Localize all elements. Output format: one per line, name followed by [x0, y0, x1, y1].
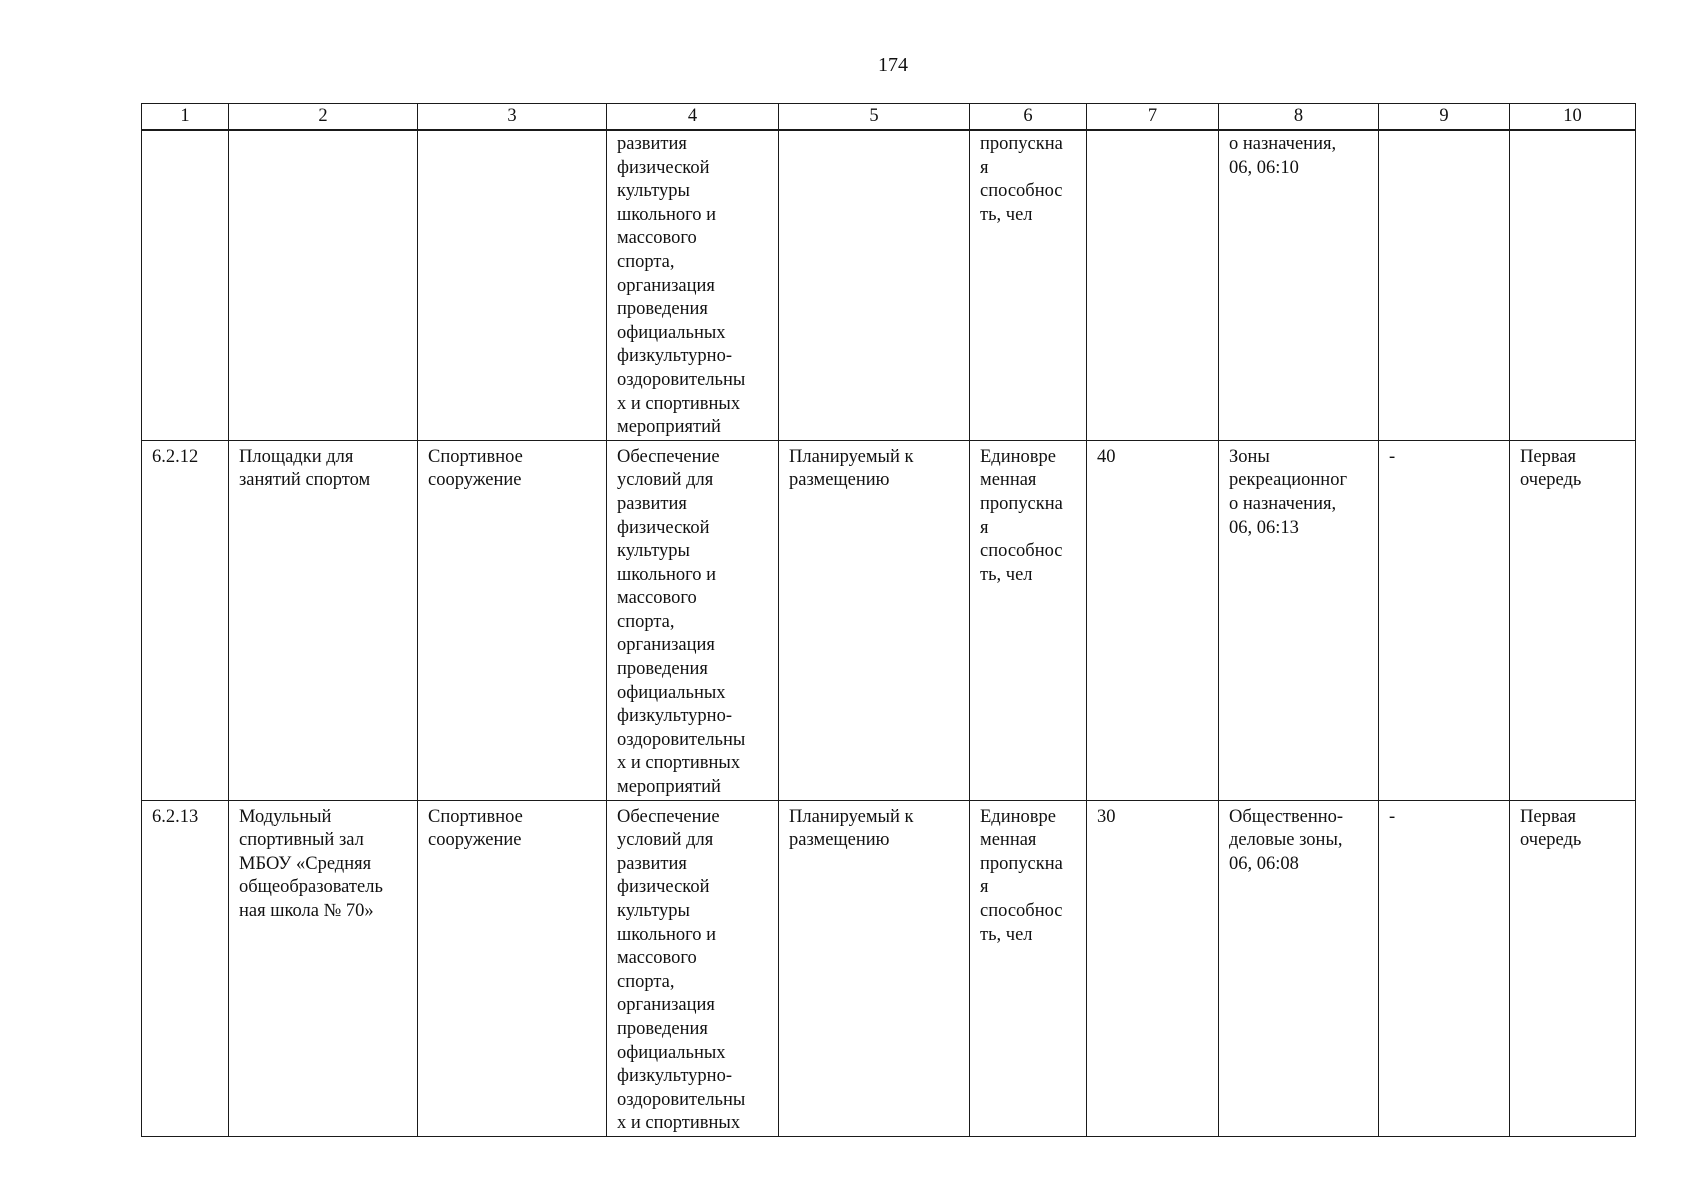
cell-col9: - [1379, 440, 1510, 800]
cell-capacity-label: пропускна я способнос ть, чел [970, 130, 1087, 440]
cell-status: Планируемый к размещению [779, 800, 970, 1136]
cell-purpose: развития физической культуры школьного и массового спорта, организация проведения официальных физкультурно- оздоровительны х и спортивных мероприятий [607, 130, 779, 440]
cell-name [229, 130, 418, 440]
column-header-5: 5 [779, 104, 970, 131]
column-header-2: 2 [229, 104, 418, 131]
cell-purpose: Обеспечение условий для развития физической культуры школьного и массового спорта, организация проведения официальных физкультурно- оздоровительны х и спортивных [607, 800, 779, 1136]
column-header-1: 1 [142, 104, 229, 131]
cell-name: Модульный спортивный зал МБОУ «Средняя общеобразователь ная школа № 70» [229, 800, 418, 1136]
cell-zone: о назначения, 06, 06:10 [1219, 130, 1379, 440]
cell-type: Спортивное сооружение [418, 800, 607, 1136]
column-header-10: 10 [1510, 104, 1636, 131]
cell-col9: - [1379, 800, 1510, 1136]
table-row [142, 800, 1636, 1136]
column-header-7: 7 [1087, 104, 1219, 131]
table-row [142, 130, 1636, 440]
column-header-9: 9 [1379, 104, 1510, 131]
table-row [142, 440, 1636, 800]
cell-number: 6.2.13 [142, 800, 229, 1136]
cell-capacity-value: 40 [1087, 440, 1219, 800]
cell-type: Спортивное сооружение [418, 440, 607, 800]
cell-capacity-label: Единовре менная пропускна я способнос ть, чел [970, 800, 1087, 1136]
column-header-6: 6 [970, 104, 1087, 131]
cell-stage: Первая очередь [1510, 800, 1636, 1136]
column-header-3: 3 [418, 104, 607, 131]
cell-number [142, 130, 229, 440]
cell-type [418, 130, 607, 440]
cell-capacity-label: Единовре менная пропускна я способнос ть, чел [970, 440, 1087, 800]
cell-capacity-value [1087, 130, 1219, 440]
cell-stage: Первая очередь [1510, 440, 1636, 800]
data-table [141, 103, 1636, 1137]
cell-status: Планируемый к размещению [779, 440, 970, 800]
cell-zone: Зоны рекреационног о назначения, 06, 06:13 [1219, 440, 1379, 800]
cell-number: 6.2.12 [142, 440, 229, 800]
cell-name: Площадки для занятий спортом [229, 440, 418, 800]
column-header-8: 8 [1219, 104, 1379, 131]
cell-purpose: Обеспечение условий для развития физической культуры школьного и массового спорта, организация проведения официальных физкультурно- оздоровительны х и спортивных мероприятий [607, 440, 779, 800]
cell-zone: Общественно- деловые зоны, 06, 06:08 [1219, 800, 1379, 1136]
column-header-4: 4 [607, 104, 779, 131]
cell-capacity-value: 30 [1087, 800, 1219, 1136]
cell-status [779, 130, 970, 440]
cell-col9 [1379, 130, 1510, 440]
cell-stage [1510, 130, 1636, 440]
header-row [142, 104, 1636, 131]
page-number: 174 [878, 54, 908, 76]
